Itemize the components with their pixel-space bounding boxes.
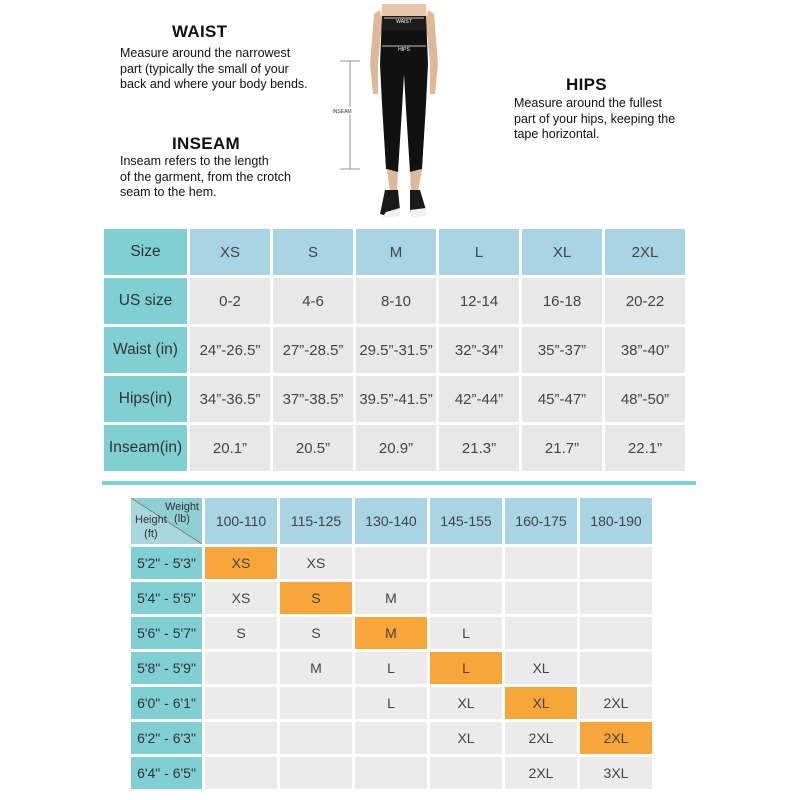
- leggings-model-figure: [330, 4, 470, 222]
- recommended-size-cell: 2XL: [580, 722, 652, 754]
- size-cell: 2XL: [505, 757, 577, 789]
- waist-line: back and where your body bends.: [120, 77, 308, 91]
- size-table-cell: 39.5”-41.5”: [356, 376, 436, 422]
- height-row-label: 5'4" - 5'5": [131, 582, 202, 614]
- size-cell: [355, 547, 427, 579]
- recommended-size-cell: L: [430, 652, 502, 684]
- weight-column-header: 180-190: [580, 498, 652, 544]
- size-cell: M: [355, 582, 427, 614]
- size-cell: [505, 547, 577, 579]
- size-table-row-label: Waist (in): [104, 327, 187, 373]
- size-table-cell: 16-18: [522, 278, 602, 324]
- size-cell: XS: [205, 582, 277, 614]
- size-table-cell: 21.7”: [522, 425, 602, 471]
- height-row: [131, 757, 652, 789]
- hips-description: [514, 96, 675, 143]
- size-table-cell: 34”-36.5”: [190, 376, 270, 422]
- size-table-cell: 22.1”: [605, 425, 685, 471]
- waist-title: WAIST: [172, 22, 228, 41]
- size-table-cell: 21.3”: [439, 425, 519, 471]
- size-table-cell: 12-14: [439, 278, 519, 324]
- size-header-cell: XL: [522, 229, 602, 275]
- height-row: [131, 687, 652, 719]
- size-cell: 2XL: [580, 687, 652, 719]
- size-cell: XS: [280, 547, 352, 579]
- size-table-cell: 37”-38.5”: [273, 376, 353, 422]
- size-cell: S: [280, 617, 352, 649]
- size-cell: [580, 547, 652, 579]
- inseam-line: seam to the hem.: [120, 185, 217, 199]
- size-cell: [280, 757, 352, 789]
- size-cell: XL: [430, 722, 502, 754]
- size-table-row: [104, 425, 685, 471]
- inseam-line: Inseam refers to the length: [120, 154, 269, 168]
- inseam-line: of the garment, from the crotch: [120, 169, 291, 184]
- size-header-cell: M: [356, 229, 436, 275]
- size-table-row-label: Size: [104, 229, 187, 275]
- size-table-cell: 48”-50”: [605, 376, 685, 422]
- model-right-calf: [410, 169, 422, 192]
- size-cell: [280, 722, 352, 754]
- size-table-cell: 32”-34”: [439, 327, 519, 373]
- size-table-row: [104, 229, 685, 275]
- size-table-cell: 27”-28.5”: [273, 327, 353, 373]
- size-table-cell: 4-6: [273, 278, 353, 324]
- size-cell: [205, 722, 277, 754]
- size-table-cell: 42”-44”: [439, 376, 519, 422]
- size-cell: [355, 722, 427, 754]
- size-cell: M: [280, 652, 352, 684]
- height-row: [131, 652, 652, 684]
- size-table-cell: 20.9”: [356, 425, 436, 471]
- height-row-label: 5'2" - 5'3": [131, 547, 202, 579]
- size-cell: S: [205, 617, 277, 649]
- hips-line: tape horizontal.: [514, 127, 600, 141]
- size-table-cell: 20.5”: [273, 425, 353, 471]
- height-row-label: 6'4" - 6'5": [131, 757, 202, 789]
- corner-height-unit: (ft): [144, 528, 158, 540]
- figure-waist-label: WAIST: [396, 19, 412, 25]
- size-cell: 3XL: [580, 757, 652, 789]
- weight-column-header: 145-155: [430, 498, 502, 544]
- height-row-label: 5'8" - 5'9": [131, 652, 202, 684]
- size-cell: L: [355, 687, 427, 719]
- hips-line: part of your hips, keeping the: [514, 111, 676, 126]
- size-chart-table: [101, 226, 688, 474]
- size-cell: [430, 757, 502, 789]
- height-row: [131, 722, 652, 754]
- size-cell: [280, 687, 352, 719]
- height-weight-table: [128, 495, 655, 792]
- recommended-size-cell: XS: [205, 547, 277, 579]
- model-left-calf: [387, 169, 398, 192]
- height-row: [131, 582, 652, 614]
- size-table-cell: 0-2: [190, 278, 270, 324]
- height-row: [131, 617, 652, 649]
- size-cell: [430, 582, 502, 614]
- size-table-row-label: Hips(in): [104, 376, 187, 422]
- inseam-description: [120, 154, 291, 201]
- corner-weight-label: [165, 501, 199, 525]
- recommended-size-cell: S: [280, 582, 352, 614]
- corner-weight-text: Weight: [164, 501, 199, 513]
- size-table-row-label: Inseam(in): [104, 425, 187, 471]
- corner-height-text: Height: [135, 514, 167, 526]
- corner-height-label: [135, 513, 167, 541]
- size-table-cell: 38”-40”: [605, 327, 685, 373]
- recommended-size-cell: XL: [505, 687, 577, 719]
- size-cell: L: [430, 617, 502, 649]
- size-cell: [505, 617, 577, 649]
- size-cell: [505, 582, 577, 614]
- model-left-arm: [370, 10, 382, 94]
- size-table-row: [104, 327, 685, 373]
- recommended-size-cell: M: [355, 617, 427, 649]
- figure-inseam-label: INSEAM: [332, 109, 352, 115]
- waist-description: [120, 46, 308, 93]
- hips-title: HIPS: [566, 75, 607, 94]
- section-divider: [102, 481, 696, 485]
- size-cell: [205, 757, 277, 789]
- model-right-arm: [426, 10, 438, 94]
- size-cell: [205, 687, 277, 719]
- height-row-label: 5'6" - 5'7": [131, 617, 202, 649]
- size-table-cell: 20-22: [605, 278, 685, 324]
- inseam-title: INSEAM: [172, 134, 240, 153]
- weight-column-header: 160-175: [505, 498, 577, 544]
- waist-line: part (typically the small of your: [120, 61, 289, 76]
- size-table-cell: 45”-47”: [522, 376, 602, 422]
- weight-column-header: 130-140: [355, 498, 427, 544]
- size-cell: [580, 582, 652, 614]
- size-cell: [580, 652, 652, 684]
- weight-header-row: [131, 498, 652, 544]
- size-cell: 2XL: [505, 722, 577, 754]
- size-table-cell: 20.1”: [190, 425, 270, 471]
- size-cell: [580, 617, 652, 649]
- height-row-label: 6'0" - 6'1": [131, 687, 202, 719]
- height-row-label: 6'2" - 6'3": [131, 722, 202, 754]
- size-table-cell: 29.5”-31.5”: [356, 327, 436, 373]
- size-table-row: [104, 376, 685, 422]
- corner-weight-unit: (lb): [174, 513, 190, 525]
- size-cell: XL: [505, 652, 577, 684]
- height-row: [131, 547, 652, 579]
- weight-column-header: 100-110: [205, 498, 277, 544]
- size-table-row-label: US size: [104, 278, 187, 324]
- size-table-cell: 8-10: [356, 278, 436, 324]
- size-table-cell: 24”-26.5”: [190, 327, 270, 373]
- size-cell: L: [355, 652, 427, 684]
- size-header-cell: L: [439, 229, 519, 275]
- model-leggings: [380, 16, 428, 172]
- figure-hips-label: HIPS: [398, 47, 410, 53]
- table-corner: [131, 498, 202, 544]
- size-table-row: [104, 278, 685, 324]
- size-cell: [355, 757, 427, 789]
- size-table-cell: 35”-37”: [522, 327, 602, 373]
- weight-column-header: 115-125: [280, 498, 352, 544]
- size-header-cell: XS: [190, 229, 270, 275]
- size-header-cell: 2XL: [605, 229, 685, 275]
- waist-line: Measure around the narrowest: [120, 46, 291, 60]
- size-cell: XL: [430, 687, 502, 719]
- size-header-cell: S: [273, 229, 353, 275]
- size-cell: [205, 652, 277, 684]
- hips-line: Measure around the fullest: [514, 96, 663, 110]
- size-cell: [430, 547, 502, 579]
